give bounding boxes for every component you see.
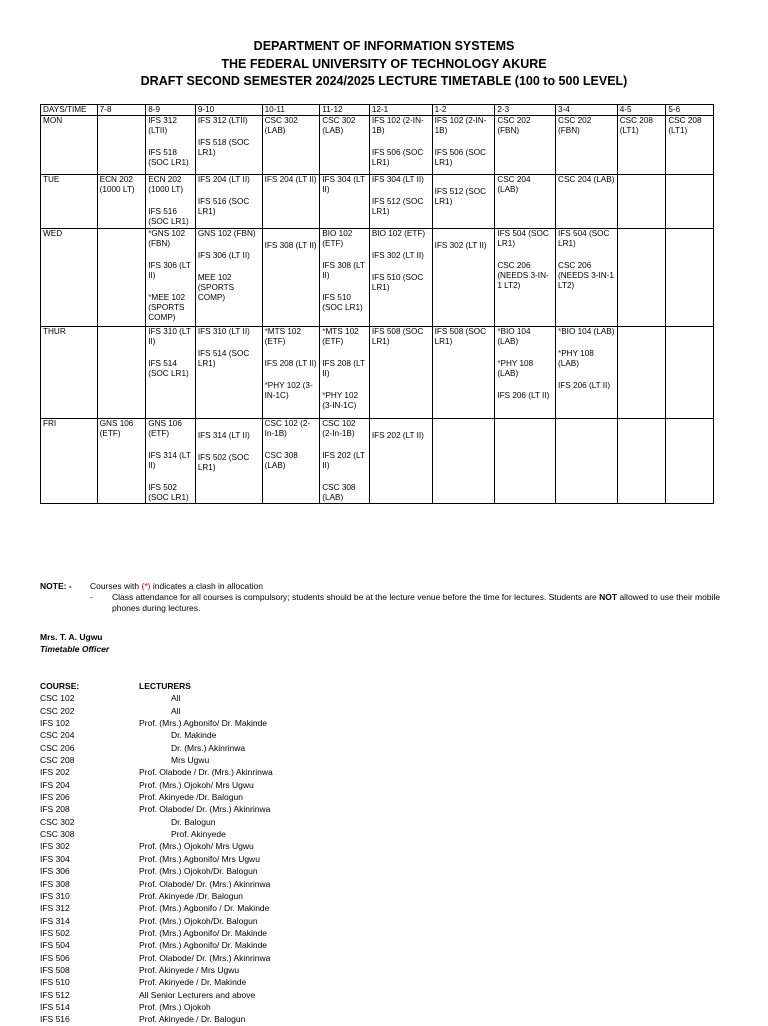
course-lecturer: Mrs Ugwu xyxy=(171,755,210,766)
column-header: 10-11 xyxy=(262,105,320,116)
course-slot: CSC 208 (LT1) xyxy=(619,116,653,135)
course-lecturer: All xyxy=(171,693,181,704)
timeslot-cell xyxy=(556,229,618,327)
note-item-attendance: Class attendance for all courses is compulsory; students should be at the lecture venue before the time for lectures. Students are NOT allowed to use their mobile phones during lectures. xyxy=(112,592,721,613)
course-code: IFS 206 xyxy=(40,792,70,803)
course-code: IFS 512 xyxy=(40,989,70,1000)
timeslot-cell xyxy=(495,327,556,419)
course-slot: IFS 204 (LT II) xyxy=(197,175,250,184)
timeslot-cell xyxy=(495,175,556,229)
course-row xyxy=(40,878,273,890)
course-slot: IFS 518 (SOC LR1) xyxy=(197,138,250,157)
timeslot-cell xyxy=(617,419,666,504)
day-cell: WED xyxy=(41,229,98,327)
course-code: IFS 102 xyxy=(40,718,70,729)
course-slot: IFS 308 (LT II) xyxy=(322,261,365,280)
course-row xyxy=(40,705,273,717)
course-slot: IFS 304 (LT II) xyxy=(371,175,424,184)
timetable-row xyxy=(41,229,714,327)
timeslot-cell xyxy=(666,419,714,504)
course-slot: CSC 208 (LT1) xyxy=(668,116,702,135)
timeslot-cell xyxy=(432,327,495,419)
course-slot: BIO 102 (ETF) xyxy=(371,229,426,238)
course-row xyxy=(40,717,273,729)
course-slot: IFS 206 (LT II) xyxy=(558,381,611,390)
timeslot-cell xyxy=(556,327,618,419)
course-code: CSC 204 xyxy=(40,730,75,741)
course-slot: IFS 312 (LTII) xyxy=(197,116,248,125)
course-row xyxy=(40,890,273,902)
course-slot: IFS 102 (2-IN-1B) xyxy=(371,116,424,135)
course-lecturer: Prof. Akinyede /Dr. Balogun xyxy=(139,890,243,901)
course-row xyxy=(40,742,273,754)
course-slot: *BIO 104 (LAB) xyxy=(558,327,615,336)
timeslot-cell xyxy=(556,116,618,175)
timeslot-cell xyxy=(262,116,320,175)
course-code: CSC 202 xyxy=(40,705,75,716)
course-slot: CSC 206 (NEEDS 3-IN-1 LT2) xyxy=(497,261,549,290)
course-lecturer: Prof. Olabode/ Dr. (Mrs.) Akinrinwa xyxy=(139,804,271,815)
course-row xyxy=(40,853,273,865)
course-slot: IFS 514 (SOC LR1) xyxy=(197,349,250,368)
course-lecturer: Prof. (Mrs.) Agbonifo/ Dr. Makinde xyxy=(139,718,268,729)
course-slot: IFS 310 (LT II) xyxy=(148,327,191,346)
clash-marker: * xyxy=(264,327,268,336)
course-code: IFS 208 xyxy=(40,804,70,815)
officer-role: Timetable Officer xyxy=(40,644,110,654)
timeslot-cell xyxy=(666,175,714,229)
course-slot: *BIO 104 (LAB) xyxy=(497,327,531,346)
course-slot: IFS 512 (SOC LR1) xyxy=(371,197,424,216)
clash-marker: * xyxy=(148,293,152,302)
timetable-row xyxy=(41,419,714,504)
clash-marker: * xyxy=(497,327,501,336)
course-lecturer: Prof. Olabode/ Dr. (Mrs.) Akinrinwa xyxy=(139,952,271,963)
course-lecturer: Prof. (Mrs.) Agbonifo/ Dr. Makinde xyxy=(139,927,268,938)
timeslot-cell xyxy=(262,327,320,419)
course-row xyxy=(40,816,273,828)
course-lecturer: Prof. Akinyede xyxy=(171,829,226,840)
timetable-table xyxy=(40,104,714,504)
course-code: IFS 202 xyxy=(40,767,70,778)
course-slot: IFS 202 (LT II) xyxy=(371,431,424,440)
timeslot-cell xyxy=(495,116,556,175)
course-slot: IFS 208 (LT II) xyxy=(264,359,317,368)
course-slot: IFS 314 (LT II) xyxy=(197,431,250,440)
column-header: 2-3 xyxy=(495,105,556,116)
course-slot: IFS 502 (SOC LR1) xyxy=(197,453,250,472)
course-slot: IFS 516 (SOC LR1) xyxy=(148,207,189,226)
timeslot-cell xyxy=(97,419,146,504)
course-lecturer: Prof. Akinyede / Dr. Balogun xyxy=(139,1014,246,1025)
timeslot-cell xyxy=(146,175,196,229)
course-slot: IFS 512 (SOC LR1) xyxy=(434,187,486,206)
course-slot: IFS 204 (LT II) xyxy=(264,175,317,184)
course-slot: IFS 510 (SOC LR1) xyxy=(322,293,363,312)
course-slot: IFS 508 (SOC LR1) xyxy=(434,327,486,346)
timeslot-cell xyxy=(617,116,666,175)
course-code: CSC 208 xyxy=(40,755,75,766)
timeslot-cell xyxy=(369,327,432,419)
column-header: DAYS/TIME xyxy=(41,105,98,116)
officer-name: Mrs. T. A. Ugwu xyxy=(40,632,103,642)
document-header xyxy=(0,38,768,91)
timeslot-cell xyxy=(666,116,714,175)
course-slot: IFS 516 (SOC LR1) xyxy=(197,197,250,216)
course-code: CSC 308 xyxy=(40,829,75,840)
column-header: 1-2 xyxy=(432,105,495,116)
course-slot: IFS 302 (LT II) xyxy=(371,251,424,260)
course-code: IFS 514 xyxy=(40,1001,70,1012)
course-code: IFS 204 xyxy=(40,779,70,790)
timeslot-cell xyxy=(97,116,146,175)
course-lecturer: All Senior Lecturers and above xyxy=(139,989,256,1000)
course-lecturer: Prof. (Mrs.) Ojokoh/ Mrs Ugwu xyxy=(139,779,254,790)
course-lecturer: Prof. Olabode / Dr. (Mrs.) Akinrinwa xyxy=(139,767,273,778)
timetable-header-row xyxy=(41,105,714,116)
course-lecturer-list xyxy=(40,680,273,1026)
course-slot: GNS 102 (FBN) xyxy=(197,229,256,238)
column-header: 3-4 xyxy=(556,105,618,116)
timeslot-cell xyxy=(262,229,320,327)
course-row xyxy=(40,779,273,791)
course-slot: CSC 204 (LAB) xyxy=(558,175,615,184)
timeslot-cell xyxy=(146,229,196,327)
timeslot-cell xyxy=(666,229,714,327)
department-title: DEPARTMENT OF INFORMATION SYSTEMS xyxy=(253,39,515,53)
timeslot-cell xyxy=(320,229,370,327)
course-slot: CSC 302 (LAB) xyxy=(322,116,356,135)
course-code: IFS 304 xyxy=(40,853,70,864)
course-slot: CSC 308 (LAB) xyxy=(322,483,356,502)
course-slot: *PHY 102 (3-IN-1C) xyxy=(322,391,359,410)
timeslot-cell xyxy=(146,116,196,175)
timeslot-cell xyxy=(617,229,666,327)
course-slot: IFS 506 (SOC LR1) xyxy=(371,148,424,167)
course-row xyxy=(40,976,273,988)
timeslot-cell xyxy=(195,327,262,419)
clash-marker: * xyxy=(322,391,326,400)
column-header: 8-9 xyxy=(146,105,196,116)
course-code: IFS 308 xyxy=(40,878,70,889)
timeslot-cell xyxy=(195,175,262,229)
course-row xyxy=(40,952,273,964)
course-code: CSC 102 xyxy=(40,693,75,704)
course-code: IFS 314 xyxy=(40,915,70,926)
timeslot-cell xyxy=(495,419,556,504)
column-header: 11-12 xyxy=(320,105,370,116)
column-header: 12-1 xyxy=(369,105,432,116)
course-slot: IFS 506 (SOC LR1) xyxy=(434,148,486,167)
timeslot-cell xyxy=(262,175,320,229)
timetable-row xyxy=(41,116,714,175)
timeslot-cell xyxy=(320,327,370,419)
day-cell: MON xyxy=(41,116,98,175)
timeslot-cell xyxy=(195,116,262,175)
timetable-row xyxy=(41,175,714,229)
day-cell: TUE xyxy=(41,175,98,229)
timeslot-cell xyxy=(432,229,495,327)
course-slot: IFS 504 (SOC LR1) xyxy=(497,229,549,248)
course-code: IFS 504 xyxy=(40,940,70,951)
course-slot: CSC 102 (2-In-1B) xyxy=(322,419,356,438)
timeslot-cell xyxy=(195,229,262,327)
course-slot: IFS 304 (LT II) xyxy=(322,175,365,194)
course-code: IFS 306 xyxy=(40,866,70,877)
course-slot: IFS 314 (LT II) xyxy=(148,451,191,470)
timetable-title: DRAFT SECOND SEMESTER 2024/2025 LECTURE TIMETABLE (100 to 500 LEVEL) xyxy=(140,74,628,88)
note-section xyxy=(40,581,730,614)
timeslot-cell xyxy=(495,229,556,327)
clash-marker: * xyxy=(558,349,562,358)
column-header: 9-10 xyxy=(195,105,262,116)
timeslot-cell xyxy=(369,175,432,229)
clash-marker: * xyxy=(322,327,326,336)
course-slot: *MTS 102 (ETF) xyxy=(322,327,359,346)
course-lecturer: Prof. Olabode/ Dr. (Mrs.) Akinrinwa xyxy=(139,878,271,889)
course-lecturer: Prof. (Mrs.) Ojokoh xyxy=(139,1001,211,1012)
course-row xyxy=(40,1001,273,1013)
clash-marker: * xyxy=(148,229,152,238)
course-slot: CSC 202 (FBN) xyxy=(558,116,592,135)
course-slot: IFS 202 (LT II) xyxy=(322,451,365,470)
course-lecturer: Prof. (Mrs.) Agbonifo/ Mrs Ugwu xyxy=(139,853,260,864)
course-slot: *PHY 108 (LAB) xyxy=(558,349,594,368)
course-slot: GNS 106 (ETF) xyxy=(148,419,182,438)
lecturers-header: LECTURERS xyxy=(139,681,191,691)
timetable-row xyxy=(41,327,714,419)
course-code: IFS 508 xyxy=(40,964,70,975)
course-slot: MEE 102 (SPORTS COMP) xyxy=(197,273,235,302)
course-row xyxy=(40,803,273,815)
course-lecturer: Prof. Akinyede / Dr. Makinde xyxy=(139,977,247,988)
course-list-header xyxy=(40,680,273,692)
timeslot-cell xyxy=(556,419,618,504)
course-slot: IFS 508 (SOC LR1) xyxy=(371,327,424,346)
column-header: 4-5 xyxy=(617,105,666,116)
course-row xyxy=(40,915,273,927)
course-lecturer: Prof. (Mrs.) Agbonifo/ Dr. Makinde xyxy=(139,940,268,951)
timeslot-cell xyxy=(262,419,320,504)
course-slot: IFS 518 (SOC LR1) xyxy=(148,148,189,167)
timeslot-cell xyxy=(369,419,432,504)
timeslot-cell xyxy=(432,116,495,175)
timeslot-cell xyxy=(320,116,370,175)
course-slot: ECN 202 (1000 LT) xyxy=(148,175,184,194)
course-slot: IFS 102 (2-IN-1B) xyxy=(434,116,487,135)
course-header: COURSE: xyxy=(40,681,80,691)
course-slot: IFS 504 (SOC LR1) xyxy=(558,229,610,248)
course-row xyxy=(40,754,273,766)
timetable-officer xyxy=(40,631,109,655)
course-row xyxy=(40,692,273,704)
course-slot: CSC 202 (FBN) xyxy=(497,116,531,135)
day-cell: FRI xyxy=(41,419,98,504)
course-slot: IFS 306 (LT II) xyxy=(148,261,191,280)
course-lecturer: Dr. (Mrs.) Akinrinwa xyxy=(171,742,246,753)
course-row xyxy=(40,964,273,976)
course-slot: *MEE 102 (SPORTS COMP) xyxy=(148,293,186,322)
course-slot: *PHY 102 (3-IN-1C) xyxy=(264,381,313,400)
course-code: CSC 206 xyxy=(40,742,75,753)
note-dash: - xyxy=(90,592,93,602)
course-code: CSC 302 xyxy=(40,816,75,827)
course-lecturer: Prof. Akinyede /Dr. Balogun xyxy=(139,792,243,803)
note-label: NOTE: - xyxy=(40,581,72,591)
clash-marker: * xyxy=(558,327,562,336)
timeslot-cell xyxy=(432,419,495,504)
timeslot-cell xyxy=(556,175,618,229)
course-slot: IFS 208 (LT II) xyxy=(322,359,365,378)
column-header: 7-8 xyxy=(97,105,146,116)
course-code: IFS 302 xyxy=(40,841,70,852)
course-lecturer: All xyxy=(171,705,181,716)
course-lecturer: Prof. (Mrs.) Ojokoh/Dr. Balogun xyxy=(139,866,258,877)
course-row xyxy=(40,828,273,840)
clash-marker: * xyxy=(497,359,501,368)
course-lecturer: Prof. (Mrs.) Agbonifo / Dr. Makinde xyxy=(139,903,270,914)
course-code: IFS 310 xyxy=(40,890,70,901)
timeslot-cell xyxy=(195,419,262,504)
timeslot-cell xyxy=(617,327,666,419)
course-row xyxy=(40,865,273,877)
timeslot-cell xyxy=(617,175,666,229)
course-slot: ECN 202 (1000 LT) xyxy=(99,175,135,194)
course-slot: IFS 310 (LT II) xyxy=(197,327,250,336)
course-lecturer: Dr. Balogun xyxy=(171,816,216,827)
timeslot-cell xyxy=(146,327,196,419)
timeslot-cell xyxy=(369,229,432,327)
course-slot: IFS 308 (LT II) xyxy=(264,241,317,250)
course-slot: IFS 502 (SOC LR1) xyxy=(148,483,189,502)
clash-marker: * xyxy=(264,381,268,390)
course-lecturer: Prof. (Mrs.) Ojokoh/ Mrs Ugwu xyxy=(139,841,254,852)
course-slot: *PHY 108 (LAB) xyxy=(497,359,534,378)
day-cell: THUR xyxy=(41,327,98,419)
timeslot-cell xyxy=(97,229,146,327)
course-row xyxy=(40,791,273,803)
course-row xyxy=(40,927,273,939)
note-item-clash: Courses with (*) indicates a clash in allocation xyxy=(90,581,263,591)
course-slot: *MTS 102 (ETF) xyxy=(264,327,301,346)
course-code: IFS 312 xyxy=(40,903,70,914)
timeslot-cell xyxy=(97,327,146,419)
course-row xyxy=(40,729,273,741)
course-slot: CSC 302 (LAB) xyxy=(264,116,298,135)
course-code: IFS 506 xyxy=(40,952,70,963)
course-slot: IFS 312 (LTII) xyxy=(148,116,177,135)
course-lecturer: Prof. (Mrs.) Ojokoh/Dr. Balogun xyxy=(139,915,258,926)
course-row xyxy=(40,840,273,852)
course-code: IFS 516 xyxy=(40,1014,70,1025)
course-row xyxy=(40,989,273,1001)
course-slot: IFS 302 (LT II) xyxy=(434,241,487,250)
course-slot: *GNS 102 (FBN) xyxy=(148,229,186,248)
timeslot-cell xyxy=(320,175,370,229)
course-lecturer: Prof. Akinyede / Mrs Ugwu xyxy=(139,964,240,975)
column-header: 5-6 xyxy=(666,105,714,116)
course-slot: BIO 102 (ETF) xyxy=(322,229,353,248)
timeslot-cell xyxy=(97,175,146,229)
timeslot-cell xyxy=(146,419,196,504)
course-slot: IFS 206 (LT II) xyxy=(497,391,550,400)
course-slot: CSC 206 (NEEDS 3-IN-1 LT2) xyxy=(558,261,614,290)
course-code: IFS 510 xyxy=(40,977,70,988)
timeslot-cell xyxy=(666,327,714,419)
course-slot: CSC 204 (LAB) xyxy=(497,175,531,194)
course-slot: CSC 308 (LAB) xyxy=(264,451,298,470)
course-slot: CSC 102 (2-In-1B) xyxy=(264,419,311,438)
timeslot-cell xyxy=(432,175,495,229)
course-slot: IFS 306 (LT II) xyxy=(197,251,250,260)
university-title: THE FEDERAL UNIVERSITY OF TECHNOLOGY AKURE xyxy=(221,56,547,71)
course-code: IFS 502 xyxy=(40,927,70,938)
course-row xyxy=(40,939,273,951)
timeslot-cell xyxy=(369,116,432,175)
course-lecturer: Dr. Makinde xyxy=(171,730,217,741)
course-row xyxy=(40,766,273,778)
course-slot: IFS 514 (SOC LR1) xyxy=(148,359,189,378)
course-row xyxy=(40,902,273,914)
course-slot: IFS 510 (SOC LR1) xyxy=(371,273,424,292)
timeslot-cell xyxy=(320,419,370,504)
course-slot: GNS 106 (ETF) xyxy=(99,419,134,438)
